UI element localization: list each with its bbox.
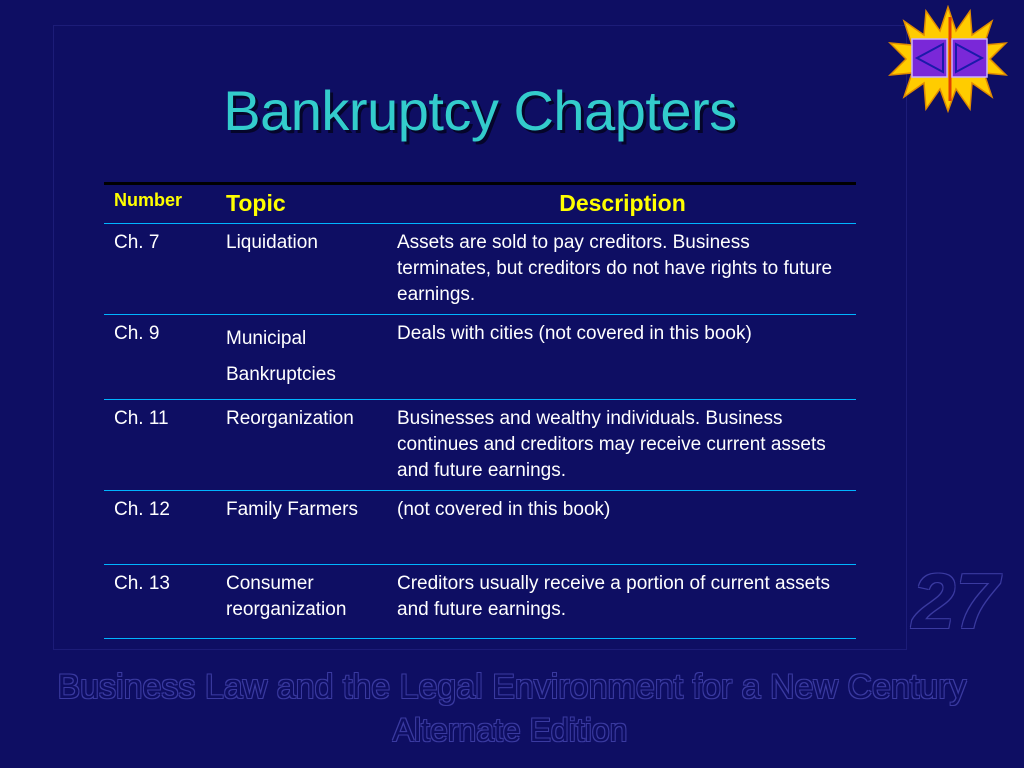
chapter-number: Ch. 13 [104,565,216,639]
chapter-description: (not covered in this book) [387,491,856,565]
chapter-description: Deals with cities (not covered in this book) [387,315,856,400]
table-row [104,491,856,565]
chapter-number: Ch. 7 [104,224,216,315]
table-row [104,315,856,400]
slide-navigation [888,5,1008,113]
chapter-topic: Reorganization [216,400,387,491]
table-row [104,400,856,491]
header-number: Number [104,184,216,224]
chapter-description: Creditors usually receive a portion of current assets and future earnings. [387,565,856,639]
slide-title: Bankruptcy Chapters [223,79,737,142]
chapter-number: Ch. 9 [104,315,216,400]
chapter-description: Businesses and wealthy individuals. Business continues and creditors may receive current assets and future earnings. [387,400,856,491]
table-row [104,565,856,639]
table-row [104,224,856,315]
chapter-description: Assets are sold to pay creditors. Business terminates, but creditors do not have rights to future earnings. [387,224,856,315]
chapter-topic: Liquidation [216,224,387,315]
slide-number: 27 [912,557,999,645]
footer-book-title: Business Law and the Legal Environment for a New Century [57,668,967,706]
footer-edition: Alternate Edition [392,712,628,748]
header-topic: Topic [216,184,387,224]
chapter-number: Ch. 12 [104,491,216,565]
next-slide-button[interactable] [952,39,987,77]
previous-slide-button[interactable] [912,39,947,77]
header-description: Description [387,184,856,224]
table-header-row [104,184,856,224]
chapter-topic: Municipal Bankruptcies [216,315,387,400]
chapter-number: Ch. 11 [104,400,216,491]
bankruptcy-chapters-table [104,182,856,639]
chapter-topic: Consumer reorganization [216,565,387,639]
chapter-topic: Family Farmers [216,491,387,565]
starburst-icon [890,7,1006,111]
